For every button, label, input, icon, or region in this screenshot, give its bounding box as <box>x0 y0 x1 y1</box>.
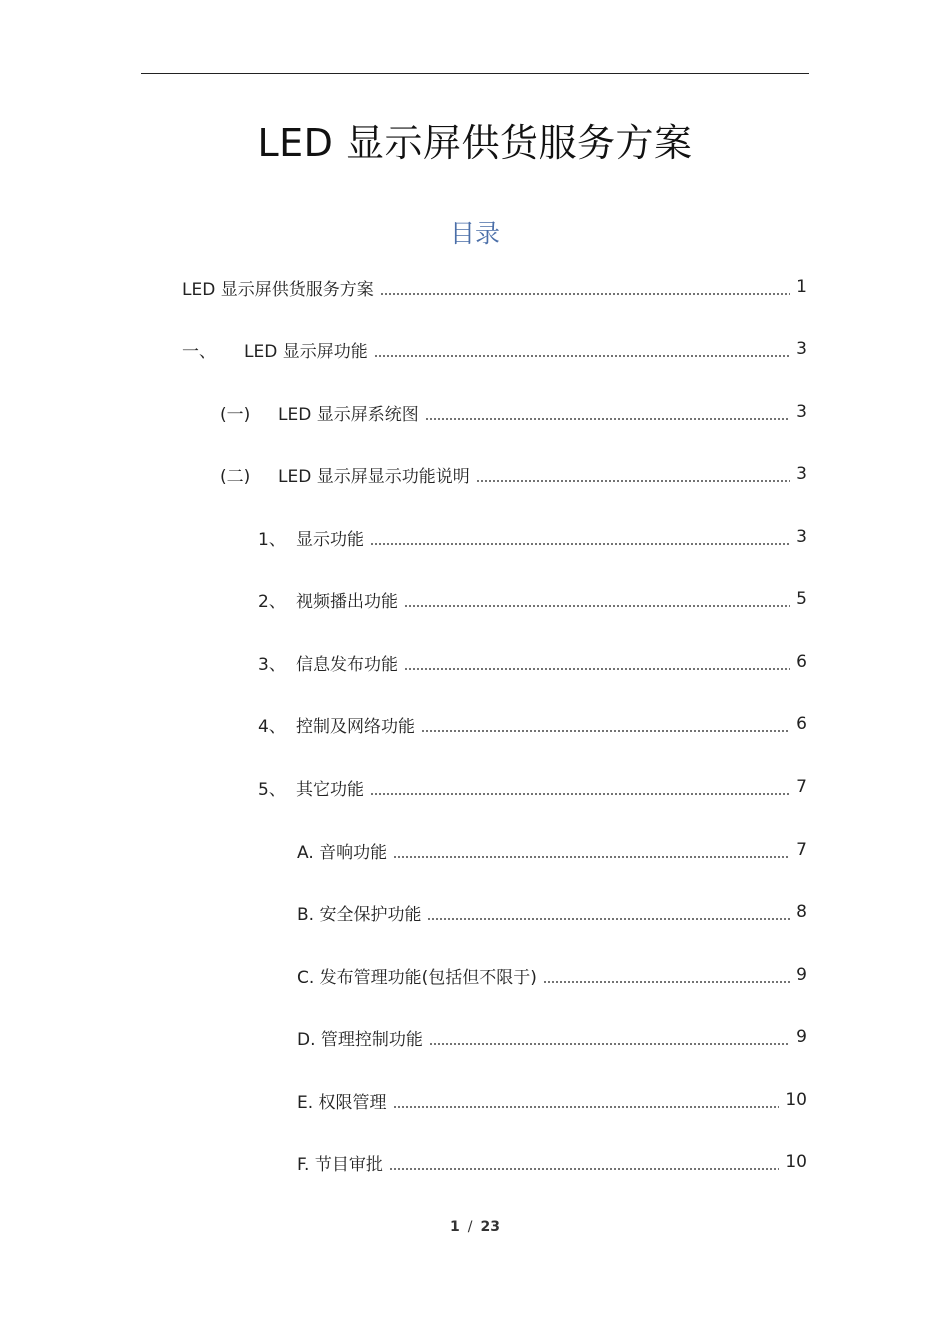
toc-leader-dots <box>421 730 790 732</box>
toc-entry-page: 7 <box>796 777 807 797</box>
toc-entry-page: 6 <box>796 714 807 734</box>
toc-entry-text: C. 发布管理功能(包括但不限于) <box>297 967 537 988</box>
toc-entry-number: 4、 <box>258 716 286 737</box>
toc-entry[interactable] <box>297 962 807 988</box>
toc-entry[interactable] <box>220 399 807 425</box>
toc-leader-dots <box>393 1106 780 1108</box>
toc-entry[interactable] <box>297 899 807 925</box>
toc-entry[interactable] <box>258 774 807 800</box>
toc-entry-text: A. 音响功能 <box>297 842 388 863</box>
toc-entry[interactable] <box>297 1024 807 1050</box>
toc-entry-text: LED 显示屏供货服务方案 <box>182 279 374 300</box>
toc-leader-dots <box>380 293 790 295</box>
toc-entry[interactable] <box>297 837 807 863</box>
current-page-number: 1 <box>450 1219 460 1235</box>
toc-entry-number: 3、 <box>258 654 286 675</box>
toc-entry[interactable] <box>297 1087 807 1113</box>
toc-entry-page: 9 <box>796 1027 807 1047</box>
toc-entry-page: 10 <box>785 1090 807 1110</box>
toc-leader-dots <box>404 605 790 607</box>
page-footer <box>0 1219 950 1235</box>
toc-leader-dots <box>425 418 790 420</box>
toc-entry-text: 视频播出功能 <box>296 591 398 612</box>
toc-entry-page: 8 <box>796 902 807 922</box>
toc-entry[interactable] <box>258 649 807 675</box>
toc-leader-dots <box>370 543 790 545</box>
toc-leader-dots <box>404 668 790 670</box>
toc-leader-dots <box>389 1168 780 1170</box>
toc-entry-page: 3 <box>796 339 807 359</box>
toc-entry[interactable] <box>297 1149 807 1175</box>
toc-entry-page: 6 <box>796 652 807 672</box>
toc-entry-number: 1、 <box>258 529 286 550</box>
toc-entry[interactable] <box>220 461 807 487</box>
toc-entry[interactable] <box>182 336 807 362</box>
toc-entry-text: D. 管理控制功能 <box>297 1029 423 1050</box>
toc-entry-text: LED 显示屏功能 <box>244 341 368 362</box>
header-rule <box>141 73 809 74</box>
toc-leader-dots <box>374 355 790 357</box>
toc-entry-number: (一) <box>220 404 251 425</box>
toc-entry-text: E. 权限管理 <box>297 1092 387 1113</box>
toc-entry-number: 一、 <box>182 341 216 362</box>
document-title: LED 显示屏供货服务方案 <box>257 121 693 165</box>
toc-entry[interactable] <box>258 711 807 737</box>
toc-leader-dots <box>429 1043 790 1045</box>
toc-entry-text: LED 显示屏显示功能说明 <box>278 466 470 487</box>
toc-leader-dots <box>427 918 790 920</box>
toc-entry-page: 1 <box>796 277 807 297</box>
toc-entry-page: 3 <box>796 402 807 422</box>
toc-entry-number: (二) <box>220 466 251 487</box>
toc-entry-text: F. 节目审批 <box>297 1154 383 1175</box>
toc-leader-dots <box>543 981 790 983</box>
toc-entry-text: 信息发布功能 <box>296 654 398 675</box>
toc-entry-text: 显示功能 <box>296 529 364 550</box>
toc-entry[interactable] <box>258 524 807 550</box>
toc-entry[interactable] <box>258 586 807 612</box>
toc-leader-dots <box>393 856 790 858</box>
toc-entry-page: 5 <box>796 589 807 609</box>
toc-entry-number: 2、 <box>258 591 286 612</box>
toc-entry-text: 控制及网络功能 <box>296 716 415 737</box>
toc-entry-number: 5、 <box>258 779 286 800</box>
toc-entry-text: B. 安全保护功能 <box>297 904 422 925</box>
page-separator: / <box>467 1219 473 1235</box>
toc-entry-page: 7 <box>796 840 807 860</box>
toc-leader-dots <box>370 793 790 795</box>
toc-entry-text: LED 显示屏系统图 <box>278 404 419 425</box>
toc-entry-page: 3 <box>796 527 807 547</box>
toc-heading: 目录 <box>449 219 500 248</box>
toc-entry-page: 9 <box>796 965 807 985</box>
total-page-count: 23 <box>480 1219 500 1235</box>
toc-leader-dots <box>476 480 790 482</box>
toc-entry-page: 3 <box>796 464 807 484</box>
toc-entry-page: 10 <box>785 1152 807 1172</box>
toc-entry-text: 其它功能 <box>296 779 364 800</box>
toc-entry[interactable] <box>182 274 807 300</box>
